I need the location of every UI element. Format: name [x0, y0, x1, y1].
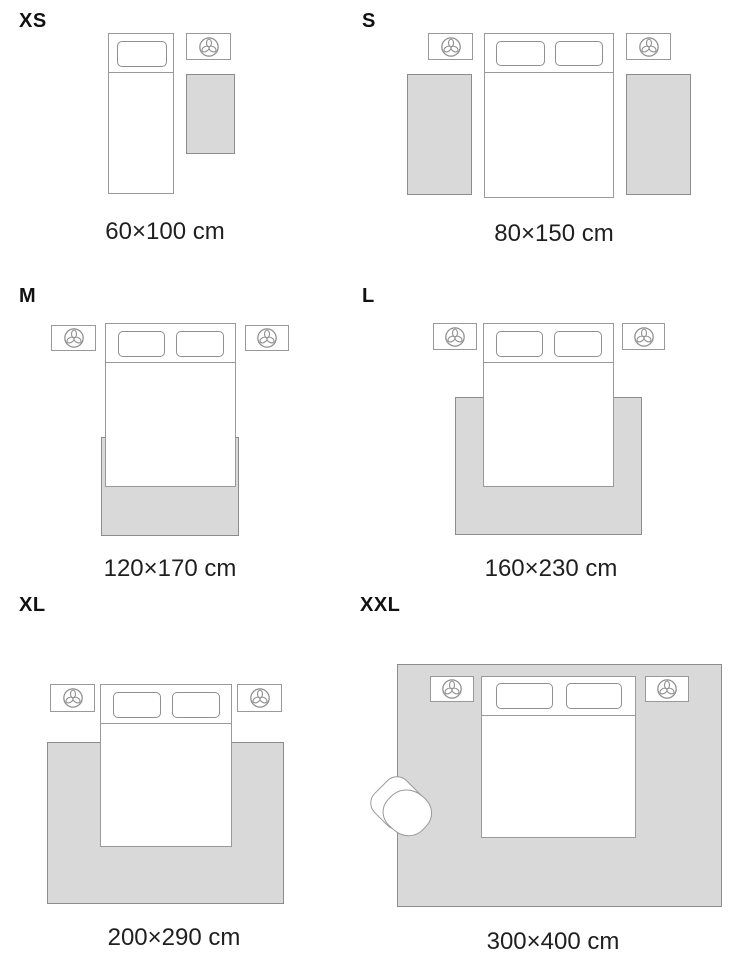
dimension-label-xl: 200×290 cm [107, 924, 241, 951]
pillow [496, 331, 543, 357]
plant-icon [62, 687, 84, 709]
pillow [113, 692, 161, 718]
nightstand-left [50, 684, 95, 712]
nightstand-right [645, 676, 689, 702]
bed-headboard [484, 324, 613, 363]
rug [186, 74, 235, 154]
bed-headboard [106, 324, 235, 363]
plant-icon [440, 36, 462, 58]
bed [100, 684, 232, 847]
nightstand-left [51, 325, 96, 351]
dimension-label-l: 160×230 cm [484, 555, 618, 582]
size-section-xs [0, 0, 370, 262]
pillow [496, 683, 553, 709]
nightstand-left [428, 33, 473, 60]
pillow [555, 41, 603, 66]
size-label-s: S [362, 10, 376, 32]
size-section-m [0, 280, 370, 582]
size-section-l [360, 280, 740, 582]
pillow [118, 331, 165, 357]
pillow [172, 692, 220, 718]
plant-icon [441, 678, 463, 700]
bed-headboard [101, 685, 231, 724]
bed [105, 323, 236, 487]
nightstand-left [430, 676, 474, 702]
rug-right [626, 74, 691, 195]
nightstand [186, 33, 231, 60]
plant-icon [63, 327, 85, 349]
plant-icon [444, 326, 466, 348]
bed-headboard [109, 34, 173, 73]
pillow [117, 41, 167, 67]
size-section-s [360, 0, 740, 262]
plant-icon [198, 36, 220, 58]
pillow [496, 41, 545, 66]
size-label-xs: XS [19, 10, 47, 32]
plant-icon [656, 678, 678, 700]
bed [108, 33, 174, 194]
pillow [554, 331, 602, 357]
size-section-xl [0, 590, 370, 960]
bed-headboard [485, 34, 613, 73]
size-label-m: M [19, 285, 37, 307]
size-label-l: L [362, 285, 375, 307]
size-label-xxl: XXL [360, 594, 401, 616]
nightstand-left [433, 323, 477, 350]
nightstand-right [245, 325, 289, 351]
plant-icon [638, 36, 660, 58]
size-section-xxl [360, 590, 740, 960]
bed [481, 676, 636, 838]
dimension-label-s: 80×150 cm [494, 220, 614, 247]
plant-icon [249, 687, 271, 709]
bed [484, 33, 614, 198]
plant-icon [633, 326, 655, 348]
bed-headboard [482, 677, 635, 716]
dimension-label-xxl: 300×400 cm [486, 928, 620, 955]
nightstand-right [626, 33, 671, 60]
pillow [566, 683, 622, 709]
rug-left [407, 74, 472, 195]
pillow [176, 331, 224, 357]
plant-icon [256, 327, 278, 349]
nightstand-right [622, 323, 665, 350]
dimension-label-xs: 60×100 cm [105, 218, 225, 245]
nightstand-right [237, 684, 282, 712]
bed [483, 323, 614, 487]
size-label-xl: XL [19, 594, 46, 616]
dimension-label-m: 120×170 cm [103, 555, 237, 582]
